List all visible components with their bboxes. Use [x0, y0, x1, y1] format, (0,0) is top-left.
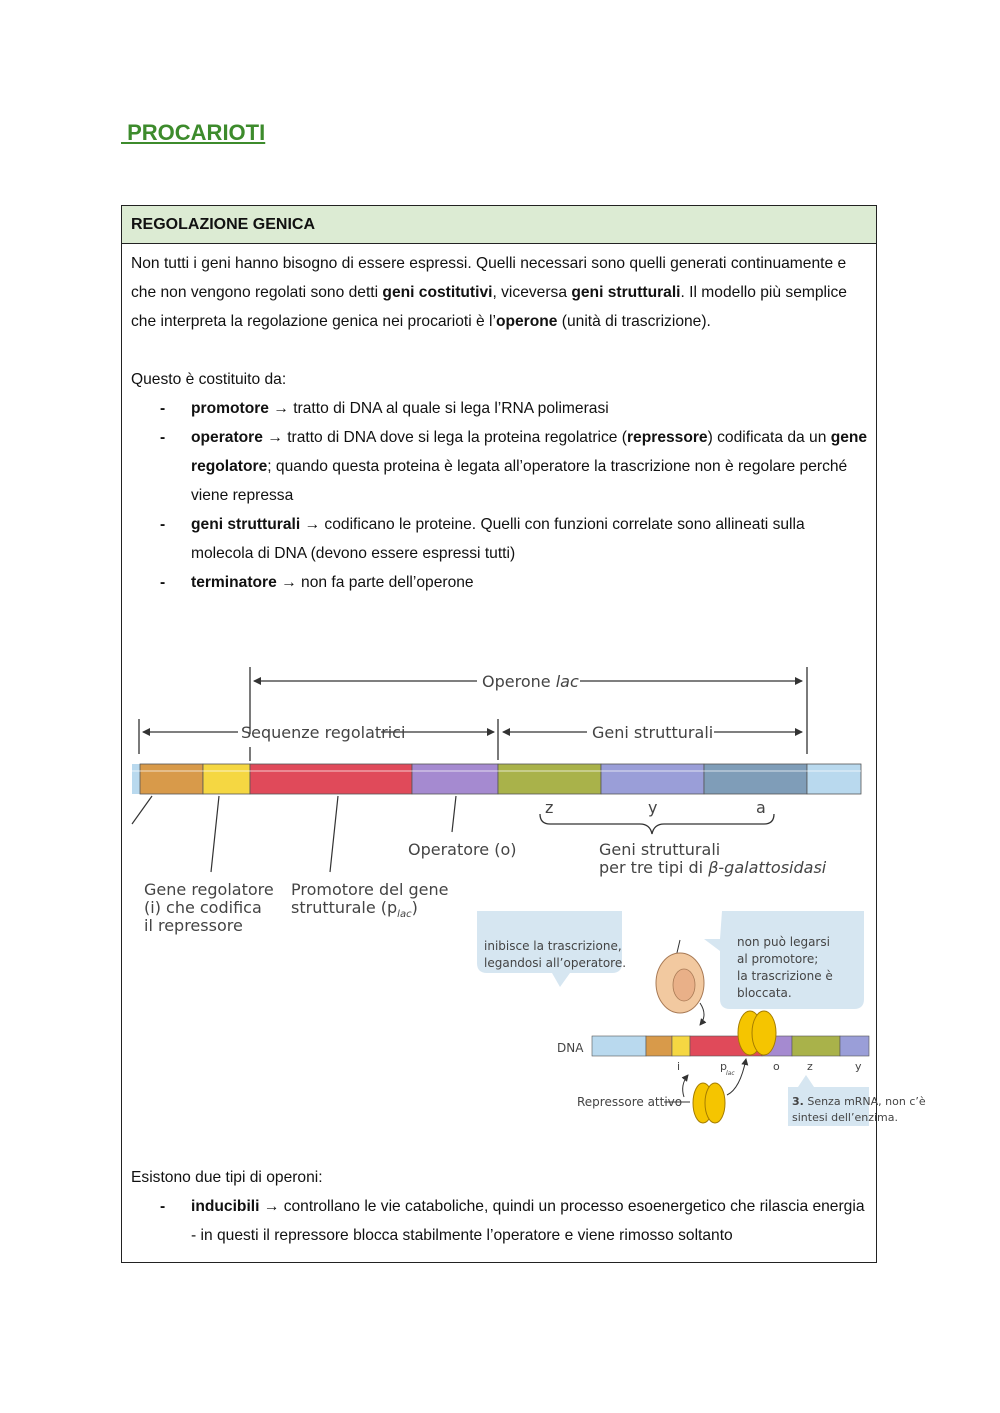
components-list [131, 394, 871, 597]
operone-lac-diagram [122, 662, 867, 935]
sequenze-regolatrici-label: Sequenze regolatrici [241, 723, 406, 742]
svg-text:al promotore;: al promotore; [737, 952, 819, 966]
dash-bullet: - [160, 1198, 166, 1215]
dash-bullet: - [160, 400, 166, 417]
box-header: REGOLAZIONE GENICA [122, 206, 876, 244]
text-run: → tratto di DNA dove si lega la proteina regolatrice ( [262, 429, 627, 446]
list-item [131, 510, 871, 568]
svg-text:la trascrizione è: la trascrizione è [737, 969, 833, 983]
svg-text:bloccata.: bloccata. [737, 986, 792, 1000]
svg-text:p: p [720, 1060, 727, 1073]
segment-gene-regolatore [140, 764, 203, 794]
segment-gene-z [498, 764, 601, 794]
geni-desc-line1: Geni strutturali [599, 840, 721, 859]
svg-text:non può legarsi: non può legarsi [737, 935, 830, 949]
geni-desc-line2: per tre tipi di β-galattosidasi [599, 858, 827, 877]
svg-text:lac: lac [726, 1070, 735, 1077]
text-run: (unità di trascrizione). [557, 313, 711, 330]
operone-label: Operone lac [482, 672, 579, 691]
segment-operatore [412, 764, 498, 794]
dash-bullet: - [160, 429, 166, 446]
text-run: Non tutti i geni hanno bisogno di essere espressi. Quelli necessari sono quelli generati continuamente e che non vengono regolati sono detti [131, 255, 847, 301]
text-run: → non fa parte dell’operone [276, 574, 474, 591]
geni-strutturali-label: Geni strutturali [592, 723, 714, 742]
gene-letter-a: a [756, 798, 766, 817]
text-run: → codificano le proteine. Quelli con funzioni correlate sono allineati sulla molecola di DNA (devono essere espressi tutti) [191, 516, 805, 562]
dna-bar-2 [592, 1036, 869, 1056]
dna-label: DNA [557, 1041, 584, 1055]
page-title: PROCARIOTI [121, 120, 266, 145]
segment-yellow [203, 764, 250, 794]
list-term: inducibili [191, 1198, 260, 1215]
repressore-diagram [422, 911, 926, 1131]
text-run: → tratto di DNA al quale si lega l’RNA polimerasi [268, 400, 609, 417]
repressore-attivo-label: Repressore attivo [577, 1095, 683, 1109]
list-item [131, 394, 871, 423]
list-item [131, 423, 871, 510]
list-term: operatore [191, 429, 263, 446]
svg-text:y: y [855, 1060, 862, 1073]
svg-text:sintesi dell’enzima.: sintesi dell’enzima. [792, 1111, 899, 1124]
gene-regolatore-line3: il repressore [144, 916, 243, 935]
dna-bar [132, 764, 861, 794]
bold-term: geni costitutivi [382, 284, 493, 301]
promotore-line2: strutturale $(p_{lac})$ [291, 898, 418, 920]
text-run: ) codificata da un [707, 429, 831, 446]
text-run: . Il modello più semplice che interpreta la regolazione genica nei procarioti è l’ [131, 284, 847, 330]
bold-term: geni strutturali [571, 284, 681, 301]
geni-brace [540, 814, 774, 834]
svg-text:legandosi all’operatore.: legandosi all’operatore. [484, 956, 627, 970]
list-term: geni strutturali [191, 516, 301, 533]
list-item [131, 568, 871, 597]
segment-promotore [250, 764, 412, 794]
list-term: promotore [191, 400, 269, 417]
regolazione-genica-box [121, 205, 926, 1263]
gene-letter-y: y [648, 798, 658, 817]
operon-types-list [131, 1192, 871, 1250]
promotore-line1: Promotore del gene [291, 880, 449, 899]
list-term: terminatore [191, 574, 277, 591]
intro-paragraph [131, 249, 871, 336]
list-item [131, 1192, 871, 1250]
gene-regolatore-line1: Gene regolatore [144, 880, 274, 899]
svg-text:inibisce la trascrizione,: inibisce la trascrizione, [484, 939, 622, 953]
box-body-bottom [131, 1163, 871, 1250]
svg-text:z: z [807, 1060, 813, 1073]
dash-bullet: - [160, 574, 166, 591]
svg-text:3. Senza mRNA, non c’è: 3. Senza mRNA, non c’è [792, 1095, 926, 1108]
operon-types-intro: Esistono due tipi di operoni: [131, 1169, 323, 1186]
bold-term: repressore [626, 429, 708, 446]
svg-text:o: o [773, 1060, 780, 1073]
bold-term: operone [495, 313, 558, 330]
constituted-by-text: Questo è costituito da: [131, 371, 287, 388]
dash-bullet: - [160, 516, 166, 533]
svg-text:i: i [677, 1060, 681, 1073]
segment-gene-y [601, 764, 704, 794]
bold-term: gene regolatore [191, 429, 868, 475]
box-body-top [131, 249, 871, 597]
operatore-label: Operatore (o) [408, 840, 517, 859]
text-run: → controllano le vie cataboliche, quindi un processo esoenergetico che rilascia energia - in questi il repressore blocca stabilmente l’operatore e viene rimosso soltanto [191, 1198, 865, 1244]
text-run: ; quando questa proteina è legata all’operatore la trascrizione non è regolare perché viene repressa [191, 458, 848, 504]
gene-letter-z: z [545, 798, 554, 817]
gene-regolatore-line2: (i) che codifica [144, 898, 262, 917]
text-run: , viceversa [492, 284, 572, 301]
segment-gene-a [704, 764, 807, 794]
